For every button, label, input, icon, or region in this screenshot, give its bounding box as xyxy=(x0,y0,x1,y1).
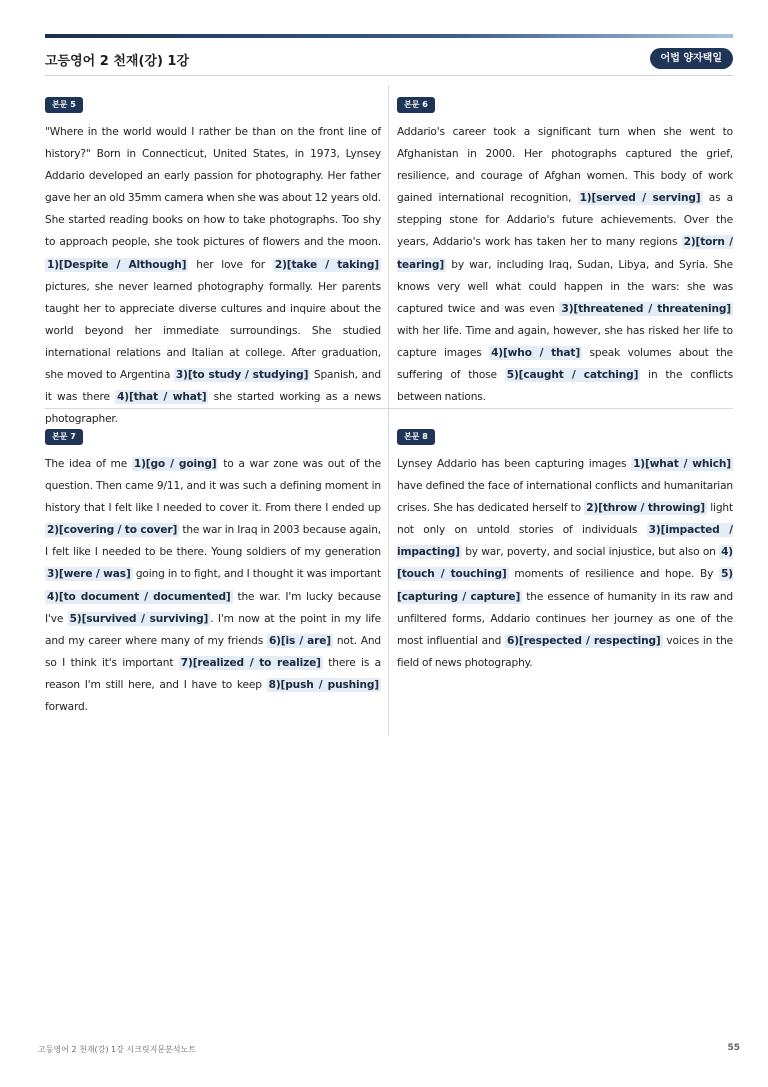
passage-text-segment: her love for xyxy=(188,258,273,271)
passage-text-segment: have defined the face of international conflicts and humanitarian crises. She has dedicated herself to xyxy=(397,480,733,515)
grammar-choice-blank: 1)[go / going] xyxy=(133,458,217,470)
passage-text-segment: not. And so I think it's important xyxy=(45,634,381,669)
grammar-choice-blank: 4)[who / that] xyxy=(491,346,581,359)
page-number: 55 xyxy=(727,1043,740,1053)
passage-text-segment: "Where in the world would I rather be than on the front line of history?" Born in Connecticut, United States, in 1973, Lynsey Addario developed an early passion for photography. Her father gave her an old 35mm camera when she was about 12 years old. She started reading books on how to take photographs. Too shy to approach people, she took pictures of flowers and the moon. xyxy=(45,126,381,249)
passage-text-segment: in the conflicts between nations. xyxy=(397,369,733,404)
passage-text-segment: by war, poverty, and social injustice, but also on xyxy=(461,546,720,559)
grammar-choice-blank: 6)[is / are] xyxy=(268,634,331,647)
passage-text-segment: going in to fight, and I thought it was important xyxy=(132,568,381,581)
grammar-choice-blank: 1)[Despite / Although] xyxy=(47,258,187,271)
header-accent-bar xyxy=(45,34,733,38)
column-divider-bottom xyxy=(388,409,389,735)
grammar-choice-blank: 4)[to document / documented] xyxy=(47,590,231,603)
grammar-choice-blank: 1)[what / which] xyxy=(633,458,732,470)
grammar-choice-blank: 2)[take / taking] xyxy=(274,258,380,271)
footer-book-title: 고등영어 2 천재(강) 1강 시크릿지문분석노트 xyxy=(38,1045,196,1054)
passage-text-segment: Addario's career took a significant turn when she went to Afghanistan in 2000. Her photographs captured the grief, resilience, and courage of Afghan women. This body of work gained international recognition, xyxy=(397,126,733,205)
passage-text-segment: the war. I'm lucky because I've xyxy=(45,590,381,625)
passage-panel-8 xyxy=(397,424,733,674)
passage-text-segment: by war, including Iraq, Sudan, Libya, and Syria. She knows very well what could happen in the wars: she was captured twice and was even xyxy=(397,258,733,315)
passage-text-segment: The idea of me xyxy=(45,458,132,470)
passage-text-segment: she started working as a news photographer. xyxy=(45,391,381,426)
grammar-choice-blank: 8)[push / pushing] xyxy=(268,678,380,691)
passage-text xyxy=(45,453,381,718)
passage-text-segment: the war in Iraq in 2003 because again, I felt like I needed to be there. Young soldiers of my generation xyxy=(45,524,382,559)
grammar-choice-blank: 4)[that / what] xyxy=(117,391,207,404)
column-divider-top xyxy=(388,86,389,408)
page-header xyxy=(45,48,733,74)
passage-text-segment: there is a reason I'm still here, and I have to keep xyxy=(45,656,381,691)
grammar-choice-blank: 2)[torn / tearing] xyxy=(397,236,733,271)
grammar-choice-blank: 3)[impacted / impacting] xyxy=(397,524,733,559)
passage-badge: 본문 7 xyxy=(45,429,83,445)
grammar-choice-blank: 2)[throw / throwing] xyxy=(586,502,705,515)
passage-text-segment: . I'm now at the point in my life and my career where many of my friends xyxy=(45,612,381,647)
passage-badge: 본문 5 xyxy=(45,97,83,113)
passage-text-segment: as a stepping stone for Addario's future achievements. Over the years, Addario's work has taken her to many regions xyxy=(397,192,734,249)
grammar-choice-blank: 3)[were / was] xyxy=(47,568,131,581)
page-title: 고등영어 2 천재(강) 1강 xyxy=(45,54,190,69)
passage-text-segment: forward. xyxy=(45,701,88,714)
passage-text-segment: voices in the field of news photography. xyxy=(397,634,733,669)
passage-text-segment: speak volumes about the suffering of those xyxy=(397,346,734,382)
passage-text-segment: with her life. Time and again, however, she has risked her life to capture images xyxy=(397,324,733,359)
passage-text-segment: the essence of humanity in its raw and unfiltered forms, Addario continues her journey as one of the most influential and xyxy=(397,590,733,647)
grammar-choice-blank: 4)[touch / touching] xyxy=(397,546,733,581)
grammar-choice-blank: 5)[survived / surviving] xyxy=(69,612,209,625)
passage-badge: 본문 8 xyxy=(397,429,435,445)
grammar-choice-blank: 6)[respected / respecting] xyxy=(506,634,661,647)
passage-text-segment: to a war zone was out of the question. Then came 9/11, and it was such a defining moment in history that I felt like I needed to cover it. From there I ended up xyxy=(45,458,382,515)
passage-text-segment: moments of resilience and hope. By xyxy=(508,568,720,581)
passage-text-segment: Lynsey Addario has been capturing images xyxy=(397,458,632,470)
passage-text-segment: pictures, she never learned photography formally. Her parents taught her to appreciate diverse cultures and inquire about the world beyond her immediate surroundings. She studied international relations and Italian at college. After graduation, she moved to Argentina xyxy=(45,280,381,382)
header-divider xyxy=(45,75,733,76)
grammar-choice-blank: 5)[caught / catching] xyxy=(506,369,639,382)
section-type-badge: 어법 양자택일 xyxy=(650,48,733,69)
grammar-choice-blank: 5)[capturing / capture] xyxy=(397,568,733,603)
grammar-choice-blank: 7)[realized / to realize] xyxy=(180,656,321,669)
passage-text xyxy=(397,453,733,674)
grammar-choice-blank: 3)[threatened / threatening] xyxy=(561,302,731,315)
grammar-choice-blank: 2)[covering / to cover] xyxy=(47,524,178,537)
passage-badge: 본문 6 xyxy=(397,97,435,113)
passage-text xyxy=(397,121,733,408)
grammar-choice-blank: 3)[to study / studying] xyxy=(175,369,309,382)
passage-panel-6 xyxy=(397,92,733,408)
passage-text-segment: Spanish, and it was there xyxy=(45,369,381,404)
grammar-choice-blank: 1)[served / serving] xyxy=(579,192,701,205)
passage-panel-7 xyxy=(45,424,381,718)
passage-panel-5 xyxy=(45,92,381,430)
passage-text xyxy=(45,121,381,430)
passage-text-segment: light not only on untold stories of individuals xyxy=(397,502,733,537)
